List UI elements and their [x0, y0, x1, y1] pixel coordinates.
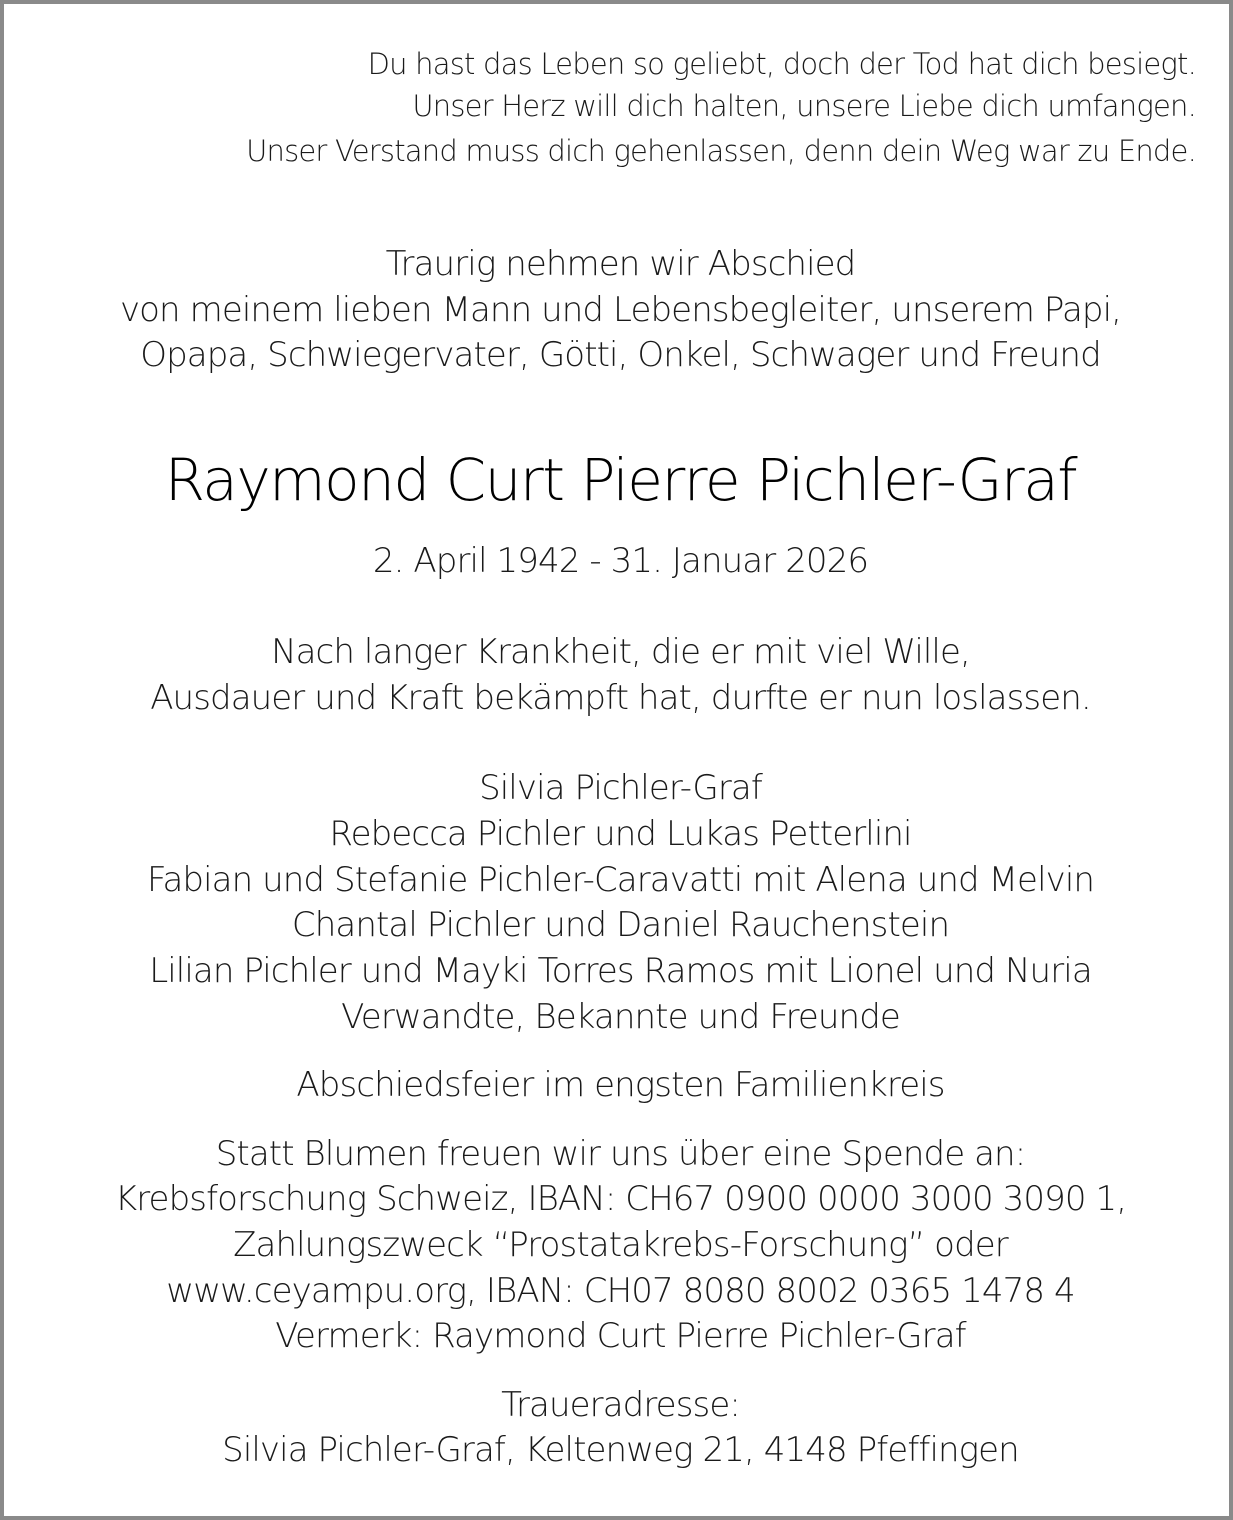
mourner-line: Rebecca Pichler und Lukas Petterlini	[329, 814, 912, 854]
donation-line: Zahlungszweck “Prostatakrebs-Forschung” oder	[233, 1225, 1008, 1265]
deceased-name: Raymond Curt Pierre Pichler-Graf	[164, 446, 1077, 514]
message-line: Nach langer Krankheit, die er mit viel Wille,	[271, 632, 970, 672]
life-dates: 2. April 1942 - 31. Januar 2026	[372, 541, 869, 581]
mourner-line: Lilian Pichler und Mayki Torres Ramos mit Lionel und Nuria	[149, 951, 1092, 991]
donation-line: Statt Blumen freuen wir uns über eine Spende an:	[215, 1134, 1026, 1174]
intro-line: von meinem lieben Mann und Lebensbegleiter, unserem Papi,	[119, 290, 1122, 330]
poem-line: Unser Herz will dich halten, unsere Liebe dich umfangen.	[412, 89, 1196, 123]
intro-line: Traurig nehmen wir Abschied	[385, 244, 856, 284]
donation-line: www.ceyampu.org, IBAN: CH07 8080 8002 0365 1478 4	[166, 1271, 1075, 1311]
mourner-line: Fabian und Stefanie Pichler-Caravatti mit Alena und Melvin	[146, 860, 1095, 900]
mourner-line: Chantal Pichler und Daniel Rauchenstein	[291, 905, 950, 945]
mourner-line: Silvia Pichler-Graf	[479, 768, 762, 808]
ceremony-note: Abschiedsfeier im engsten Familienkreis	[296, 1065, 945, 1105]
donation-line: Vermerk: Raymond Curt Pierre Pichler-Graf	[275, 1316, 966, 1356]
mourner-line: Verwandte, Bekannte und Freunde	[341, 997, 900, 1037]
address-value: Silvia Pichler-Graf, Keltenweg 21, 4148 Pfeffingen	[222, 1430, 1019, 1470]
message-line: Ausdauer und Kraft bekämpft hat, durfte er nun loslassen.	[150, 678, 1091, 718]
poem-line: Unser Verstand muss dich gehenlassen, denn dein Weg war zu Ende.	[246, 134, 1196, 168]
intro-line: Opapa, Schwiegervater, Götti, Onkel, Schwager und Freund	[140, 335, 1101, 375]
poem-line: Du hast das Leben so geliebt, doch der Tod hat dich besiegt.	[367, 47, 1196, 81]
donation-line: Krebsforschung Schweiz, IBAN: CH67 0900 0000 3000 3090 1,	[114, 1179, 1127, 1219]
address-label: Traueradresse:	[501, 1385, 740, 1425]
